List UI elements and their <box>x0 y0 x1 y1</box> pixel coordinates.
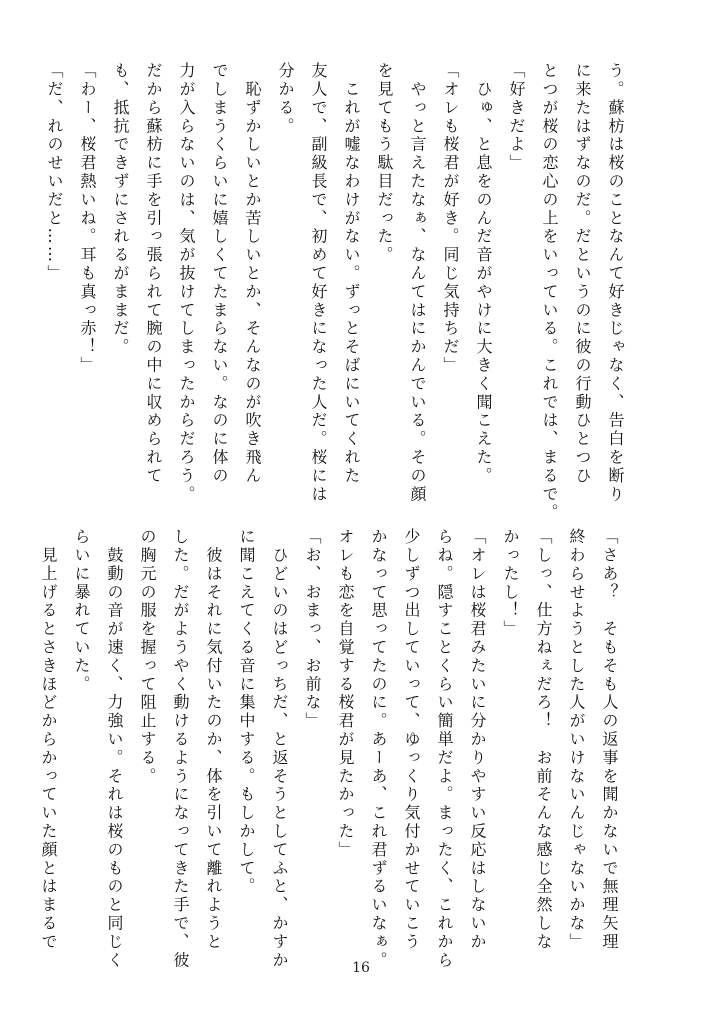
text-line: 「お、おまっ、お前な」 <box>303 528 322 731</box>
text-line: ひゅ、と息をのんだ音がやけに大きく聞こえた。 <box>474 62 493 486</box>
text-line: 鼓動の音が速く、力強い。それは桜のものと同じく <box>105 528 124 970</box>
text-line: かなって思ってたのに。あーあ、これ君ずるいなぁ。 <box>369 528 388 970</box>
text-line: オレも恋を自覚する桜君が見たかった」 <box>336 528 355 860</box>
text-line: 「オレも桜君が好き。同じ気持ちだ」 <box>441 62 460 375</box>
text-line: に来たはずなのだ。だというのに彼の行動ひとつひ <box>573 62 592 486</box>
text-line: 友人で、副級長で、初めて好きになった人だ。桜には <box>309 62 328 504</box>
text-line: 「だ、れのせいだと……」 <box>45 62 64 283</box>
upper-text-block <box>45 62 632 522</box>
text-line: う。蘇枋は桜のことなんて好きじゃなく、告白を断り <box>606 62 625 504</box>
text-line: 分かる。 <box>276 62 295 136</box>
text-line: 終わらせようとした人がいけないんじゃないかな」 <box>567 528 586 952</box>
text-line: 「好きだよ」 <box>507 62 526 173</box>
page-number: 16 <box>352 960 370 976</box>
text-line: 見上げるとさきほどからかっていた顔とはまるで <box>39 528 58 952</box>
text-line: ひどいのはどっちだ、と返そうとしてふと、かすか <box>270 528 289 970</box>
text-line: だから蘇枋に手を引っ張られて腕の中に収められて <box>144 62 163 486</box>
text-line: でしまうくらいに嬉しくてたまらない。なのに体の <box>210 62 229 486</box>
text-line: した。だがようやく動けるようになってきた手で、彼 <box>171 528 190 970</box>
text-line: 少しずつ出していって、ゆっくり気付かせていこう <box>402 528 421 952</box>
text-line: 力が入らないのは、気が抜けてしまったからだろう。 <box>177 62 196 504</box>
text-line: らね。隠すことくらい簡単だよ。まったく、これから <box>435 528 454 970</box>
text-line: の胸元の服を握って阻止する。 <box>138 528 157 786</box>
text-line: も、抵抗できずにされるがままだ。 <box>111 62 130 357</box>
text-line: 彼はそれに気付いたのか、体を引いて離れようと <box>204 528 223 952</box>
text-line: 「わー、桜君熱いね。耳も真っ赤！」 <box>78 62 97 375</box>
text-line: らいに暴れていた。 <box>72 528 91 694</box>
text-line: に聞こえてくる音に集中する。もしかして。 <box>237 528 256 896</box>
text-line: これが嘘なわけがない。ずっとそばにいてくれた <box>342 62 361 486</box>
text-line: とつが桜の恋心の上をいっている。これでは、まるで。 <box>540 62 559 522</box>
text-line: 「オレは桜君みたいに分かりやすい反応はしないか <box>468 528 487 952</box>
text-line: を見てもう駄目だった。 <box>375 62 394 265</box>
text-line: やっと言えたなぁ、なんてはにかんでいる。その顔 <box>408 62 427 504</box>
text-line: 「しっ、仕方ねぇだろ！ お前そんな感じ全然しな <box>534 528 553 952</box>
text-line: 恥ずかしいとか苦しいとか、そんなのが吹き飛ん <box>243 62 262 486</box>
text-line: 「さあ？ そもそも人の返事を聞かないで無理矢理 <box>600 528 619 952</box>
text-line: かったし！」 <box>501 528 520 639</box>
